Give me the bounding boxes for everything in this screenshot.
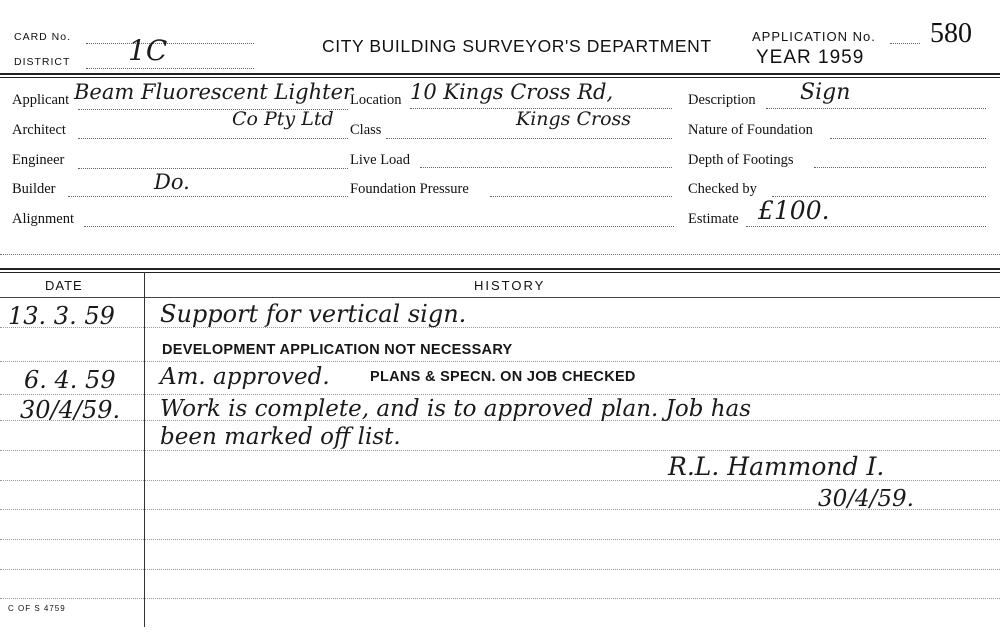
history-header-rule (0, 297, 1000, 298)
signature: R.L. Hammond I. (668, 452, 885, 481)
nature-of-foundation-line (830, 138, 986, 139)
live-load-line (420, 167, 672, 168)
ruled-line (0, 394, 1000, 395)
header-rule-bottom (0, 77, 1000, 78)
description-value: Sign (800, 80, 851, 105)
builder-label: Builder (12, 181, 56, 197)
signature-date: 30/4/59. (818, 486, 914, 512)
history-entry-date: 30/4/59. (20, 396, 121, 424)
estimate-line (746, 226, 986, 227)
location-value-2: Kings Cross (516, 108, 632, 130)
location-label: Location (350, 92, 402, 108)
history-entry-text: Am. approved. (160, 364, 330, 390)
ruled-line (0, 327, 1000, 328)
description-label: Description (688, 92, 756, 108)
estimate-label: Estimate (688, 211, 739, 227)
application-no-line (890, 43, 920, 44)
header-rule-top (0, 73, 1000, 75)
ruled-line (0, 450, 1000, 451)
applicant-value-2: Co Pty Ltd (232, 108, 334, 130)
location-value: 10 Kings Cross Rd, (410, 80, 614, 104)
district-label: DISTRICT (14, 56, 71, 68)
nature-of-foundation-label: Nature of Foundation (688, 122, 813, 138)
application-no-value: 580 (930, 18, 972, 49)
history-entry-text: Support for vertical sign. (160, 300, 467, 328)
applicant-value: Beam Fluorescent Lighter (74, 80, 354, 104)
ruled-line (0, 569, 1000, 570)
ruled-line (0, 361, 1000, 362)
history-entry-text-continued: been marked off list. (160, 424, 401, 450)
history-rule-top-2 (0, 272, 1000, 273)
builder-value: Do. (154, 170, 190, 194)
application-no-label: APPLICATION No. (752, 29, 876, 44)
depth-of-footings-label: Depth of Footings (688, 152, 794, 168)
district-value: 1C (128, 34, 168, 67)
engineer-line (78, 168, 348, 169)
date-column-header: DATE (45, 278, 83, 293)
builder-line (68, 196, 348, 197)
estimate-value: £100. (758, 196, 830, 225)
plans-checked-stamp: PLANS & SPECN. ON JOB CHECKED (370, 369, 636, 385)
live-load-label: Live Load (350, 152, 410, 168)
card-no-label: CARD No. (14, 31, 72, 43)
history-entry-text: Work is complete, and is to approved plan. Job has (160, 396, 752, 422)
development-stamp: DEVELOPMENT APPLICATION NOT NECESSARY (162, 342, 513, 358)
page-title: CITY BUILDING SURVEYOR'S DEPARTMENT (322, 36, 712, 56)
class-label: Class (350, 122, 382, 138)
depth-of-footings-line (814, 167, 986, 168)
engineer-label: Engineer (12, 152, 65, 168)
checked-by-label: Checked by (688, 181, 757, 197)
applicant-label: Applicant (12, 92, 70, 108)
history-entry-date: 6. 4. 59 (24, 366, 116, 394)
architect-line (78, 138, 348, 139)
form-code: C OF S 4759 (8, 604, 66, 613)
card-no-line (86, 43, 254, 44)
fields-bottom-rule (0, 254, 1000, 255)
description-line (766, 108, 986, 109)
architect-label: Architect (12, 122, 66, 138)
ruled-line (0, 539, 1000, 540)
alignment-label: Alignment (12, 211, 75, 227)
history-rule-top (0, 268, 1000, 270)
foundation-pressure-label: Foundation Pressure (350, 181, 469, 197)
foundation-pressure-line (490, 196, 672, 197)
history-entry-date: 13. 3. 59 (8, 302, 115, 330)
ruled-line (0, 598, 1000, 599)
history-column-header: HISTORY (474, 278, 546, 293)
district-line (86, 68, 254, 69)
class-line (386, 138, 672, 139)
year-label: YEAR 1959 (756, 47, 865, 68)
alignment-line (84, 226, 674, 227)
